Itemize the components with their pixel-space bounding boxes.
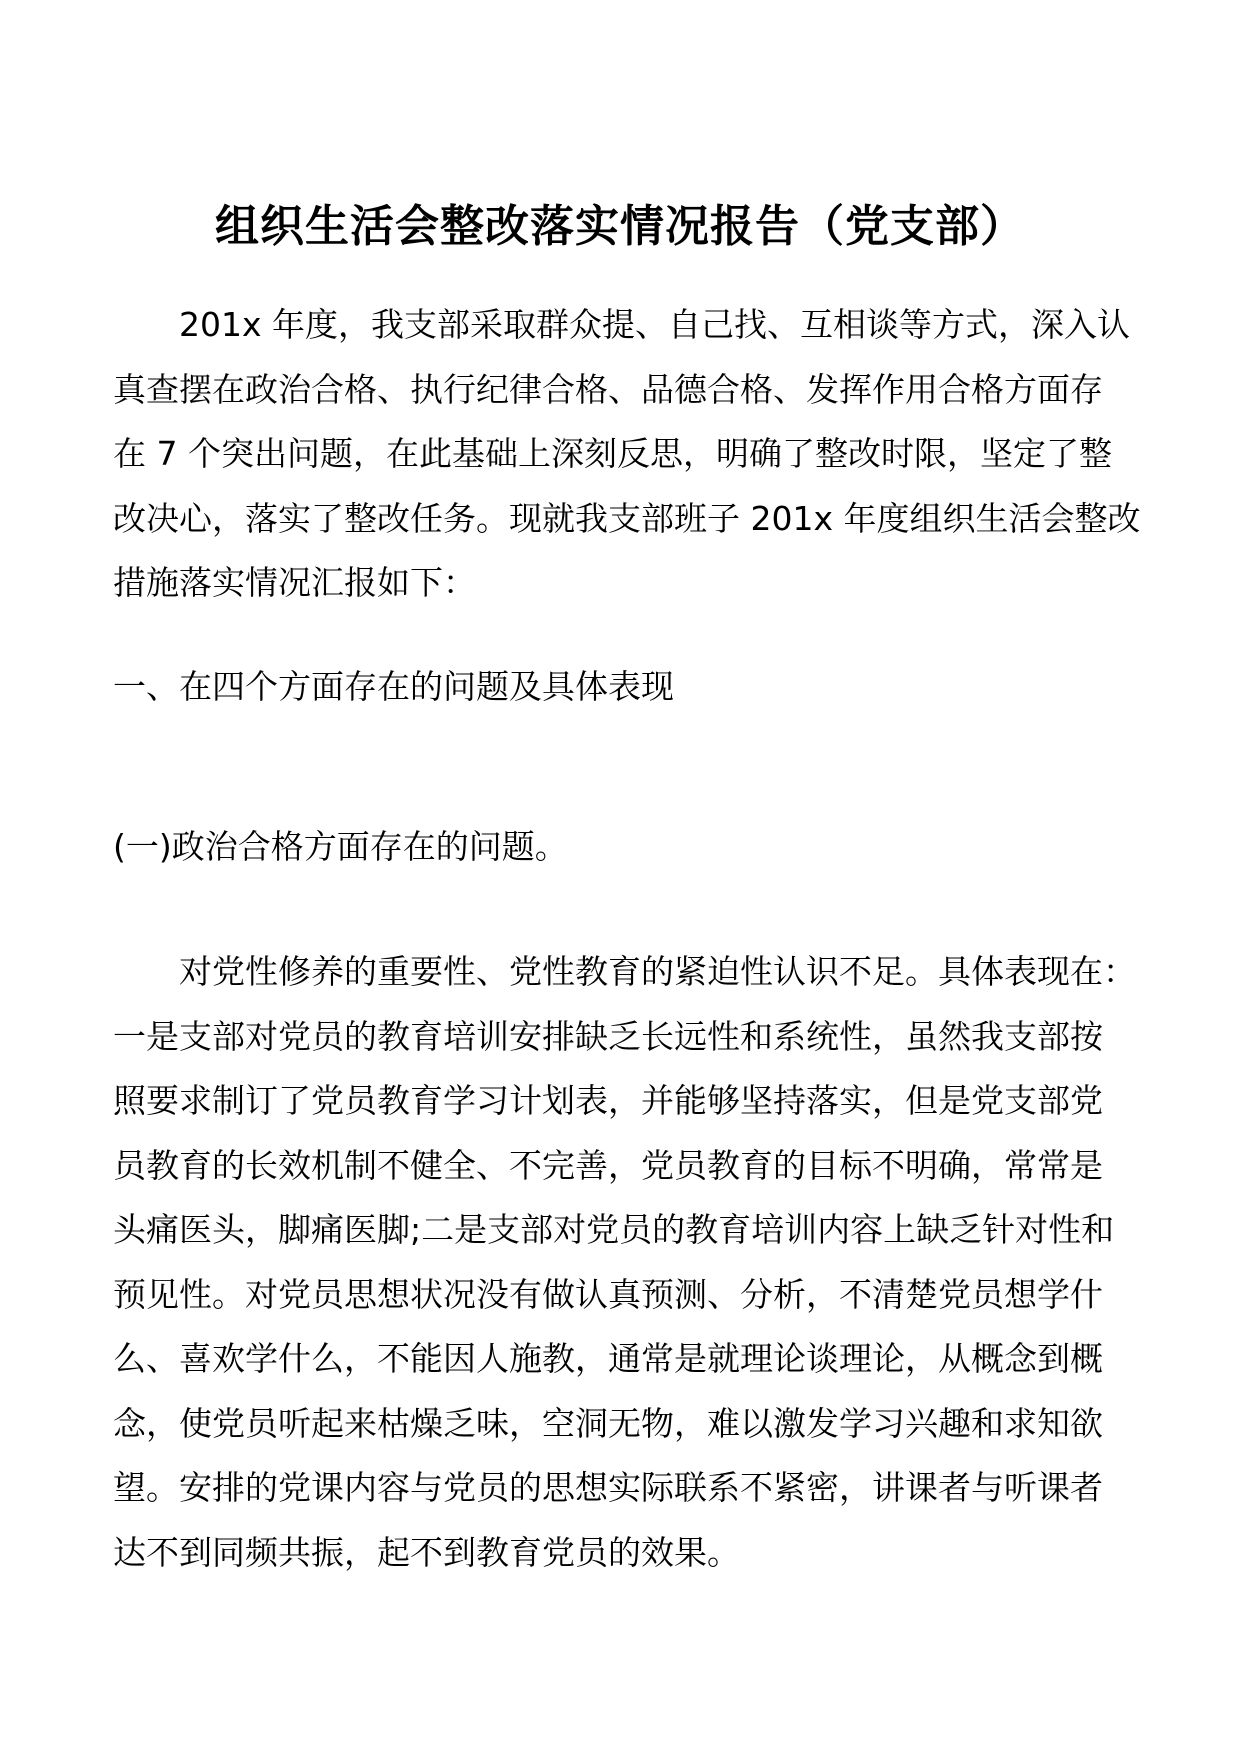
intro-paragraph: [113, 293, 1141, 616]
section-heading: [113, 655, 1133, 720]
problem-paragraph: [113, 940, 1136, 1585]
subsection-heading: [113, 815, 1133, 880]
text-line: 么、喜欢学什么，不能因人施教，通常是就理论谈理论，从概念到概: [113, 1339, 1103, 1378]
text-line: 念，使党员听起来枯燥乏味，空洞无物，难以激发学习兴趣和求知欲: [113, 1403, 1103, 1443]
text-line: 望。安排的党课内容与党员的思想实际联系不紧密，讲课者与听课者: [113, 1468, 1103, 1507]
text-line: 头痛医头，脚痛医脚;二是支部对党员的教育培训内容上缺乏针对性和: [113, 1210, 1115, 1249]
text-line: 真查摆在政治合格、执行纪律合格、品德合格、发挥作用合格方面存: [113, 369, 1103, 409]
text-line: 达不到同频共振，起不到教育党员的效果。: [113, 1532, 740, 1572]
document-title: 组织生活会整改落实情况报告（党支部）: [215, 201, 1025, 252]
text-line: 照要求制订了党员教育学习计划表，并能够坚持落实，但是党支部党: [113, 1081, 1103, 1120]
subsection-heading-text: (一)政治合格方面存在的问题。: [113, 827, 568, 866]
text-line: 员教育的长效机制不健全、不完善，党员教育的目标不明确，常常是: [113, 1145, 1103, 1185]
section-heading-text: 一、在四个方面存在的问题及具体表现: [113, 667, 674, 706]
text-line: 201x 年度，我支部采取群众提、自己找、互相谈等方式，深入认: [179, 305, 1131, 344]
text-line: 措施落实情况汇报如下：: [113, 563, 476, 602]
text-line: 对党性修养的重要性、党性教育的紧迫性认识不足。具体表现在：: [179, 952, 1136, 991]
text-line: 一是支部对党员的教育培训安排缺乏长远性和系统性，虽然我支部按: [113, 1016, 1103, 1056]
text-line: 改决心，落实了整改任务。现就我支部班子 201x 年度组织生活会整改: [113, 498, 1141, 538]
text-line: 预见性。对党员思想状况没有做认真预测、分析，不清楚党员想学什: [113, 1274, 1103, 1314]
text-line: 在 7 个突出问题，在此基础上深刻反思，明确了整改时限，坚定了整: [113, 434, 1112, 473]
